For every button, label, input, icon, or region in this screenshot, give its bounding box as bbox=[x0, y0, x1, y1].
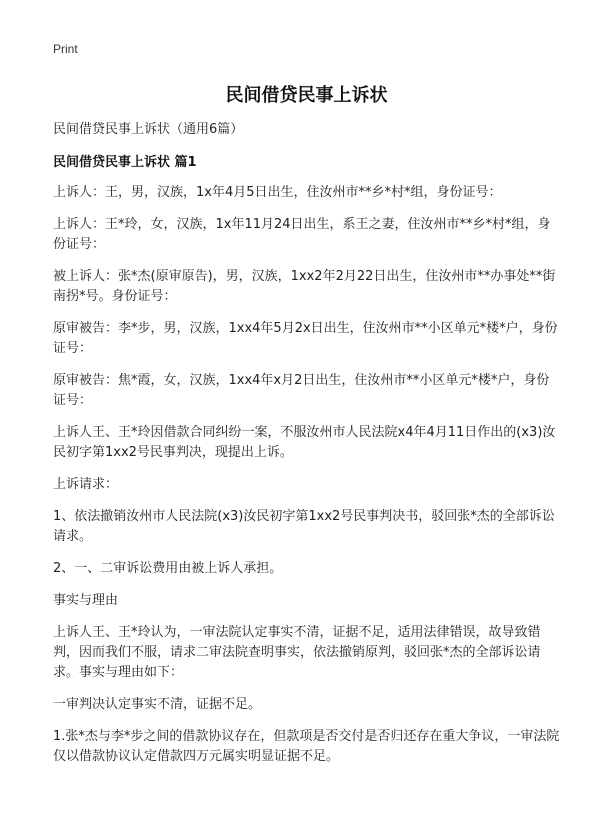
paragraph-facts-body: 上诉人王、王*玲认为，一审法院认定事实不清，证据不足，适用法律错误，故导致错判，因而我们不服，请求二审法院查明事实，依法撤销原判，驳回张*杰的全部诉讼请求。事实与理由如下： bbox=[53, 625, 541, 680]
paragraph-appellant-2: 上诉人：王*玲，女，汉族，1x年11月24日出生，系王之妻，住汝州市**乡*村*组，身份证号： bbox=[53, 217, 551, 252]
paragraph-appellant-1: 上诉人：王，男，汉族，1x年4月5日出生，住汝州市**乡*村*组，身份证号： bbox=[53, 185, 502, 200]
paragraph-appeal-statement: 上诉人王、王*玲因借款合同纠纷一案，不服汝州市人民法院x4年4月11日作出的(x3)汝民初字第1xx2号民事判决，现提出上诉。 bbox=[53, 425, 556, 460]
paragraph-original-defendant-1: 原审被告：李*步，男，汉族，1xx4年5月2x日出生，住汝州市**小区单元*楼*户，身份证号： bbox=[53, 321, 558, 356]
paragraph-appellee: 被上诉人：张*杰(原审原告)，男，汉族，1xx2年2月22日出生，住汝州市**办事处**街南拐*号。身份证号： bbox=[53, 269, 556, 304]
paragraph-request-2: 2、一、二审诉讼费用由被上诉人承担。 bbox=[53, 561, 283, 576]
paragraph-request-1: 1、依法撤销汝州市人民法院(x3)汝民初字第1xx2号民事判决书，驳回张*杰的全部诉讼请求。 bbox=[53, 509, 555, 544]
paragraph-appeal-requests-heading: 上诉请求： bbox=[53, 477, 119, 492]
paragraph-finding-summary: 一审判决认定事实不清，证据不足。 bbox=[53, 697, 262, 712]
paragraph-facts-heading: 事实与理由 bbox=[53, 593, 119, 608]
paragraph-point-1: 1.张*杰与李*步之间的借款协议存在，但款项是否交付是否归还存在重大争议，一审法院仅以借款协议认定借款四万元属实明显证据不足。 bbox=[53, 729, 560, 764]
paragraph-original-defendant-2: 原审被告：焦*霞，女，汉族，1xx4年x月2日出生，住汝州市**小区单元*楼*户，身份证号： bbox=[53, 373, 550, 408]
document-title: 民间借贷民事上诉状 bbox=[225, 85, 388, 106]
document-subtitle: 民间借贷民事上诉状（通用6篇） bbox=[53, 122, 244, 137]
chapter-heading: 民间借贷民事上诉状 篇1 bbox=[53, 155, 197, 170]
print-link[interactable]: Print bbox=[53, 42, 78, 56]
